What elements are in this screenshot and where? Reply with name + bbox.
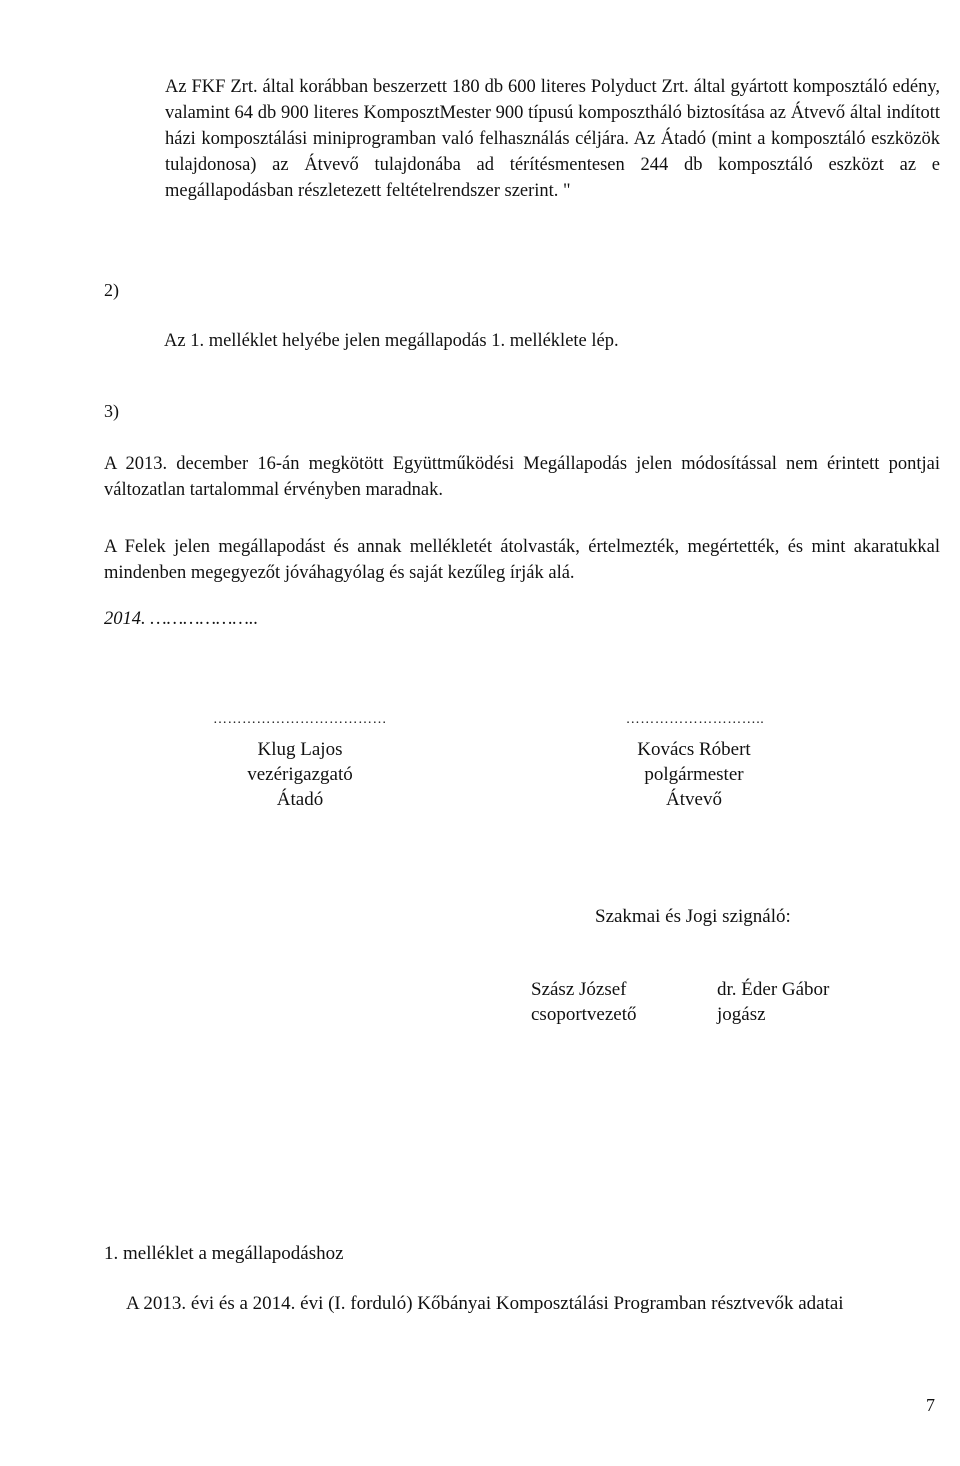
countersigner-right-title: jogász [717,1004,766,1025]
signatory-right-title: polgármester [644,764,744,785]
countersigner-right-name: dr. Éder Gábor [717,979,830,1000]
countersign-heading: Szakmai és Jogi szignáló: [595,906,791,927]
signature-line-left: ……………………………… [213,712,387,727]
signatory-left-role: Átadó [276,789,324,810]
page-number: 7 [926,1395,935,1415]
countersigner-left-name: Szász József [531,979,627,1000]
section-2-number: 2) [104,280,119,300]
signatory-right-role: Átvevő [666,789,722,810]
signatory-left-name: Klug Lajos [257,739,343,760]
date-line: 2014. ……………….. [104,609,259,629]
signatory-right-name: Kovács Róbert [637,739,751,760]
signature-line-right: ……………………….. [625,712,765,727]
section-3-text: A 2013. december 16-án megkötött Együttműködési Megállapodás jelen módosítással nem érintett pontjai változatlan tartalommal érvényben maradnak. [104,454,940,500]
section-2-text: Az 1. melléklet helyébe jelen megállapodás 1. melléklete lép. [164,331,619,351]
closing-paragraph: A Felek jelen megállapodást és annak mellékletét átolvasták, értelmezték, megértették, és mint akaratukkal mindenben megegyezőt jóváhagyólag és saját kezűleg írják alá. [104,537,940,583]
section-3-number: 3) [104,401,119,421]
countersigner-left-title: csoportvezető [531,1004,637,1025]
signatory-left-title: vezérigazgató [247,764,353,785]
annex-label: 1. melléklet a megállapodáshoz [104,1243,344,1264]
annex-title: A 2013. évi és a 2014. évi (I. forduló) Kőbányai Komposztálási Programban résztvevők adatai [126,1293,844,1314]
section-1-paragraph: Az FKF Zrt. által korábban beszerzett 180 db 600 literes Polyduct Zrt. által gyártott komposztáló edény, valamint 64 db 900 literes KomposztMester 900 típusú komposztháló biztosítása az Átvevő által indított házi komposztálási miniprogramban való felhasználás céljára. Az Átadó (mint a komposztáló eszközök tulajdonosa) az Átvevő tulajdonába ad térítésmentesen 244 db komposztáló eszközt az e megállapodásban részletezett feltételrendszer szerint. " [165,77,940,201]
